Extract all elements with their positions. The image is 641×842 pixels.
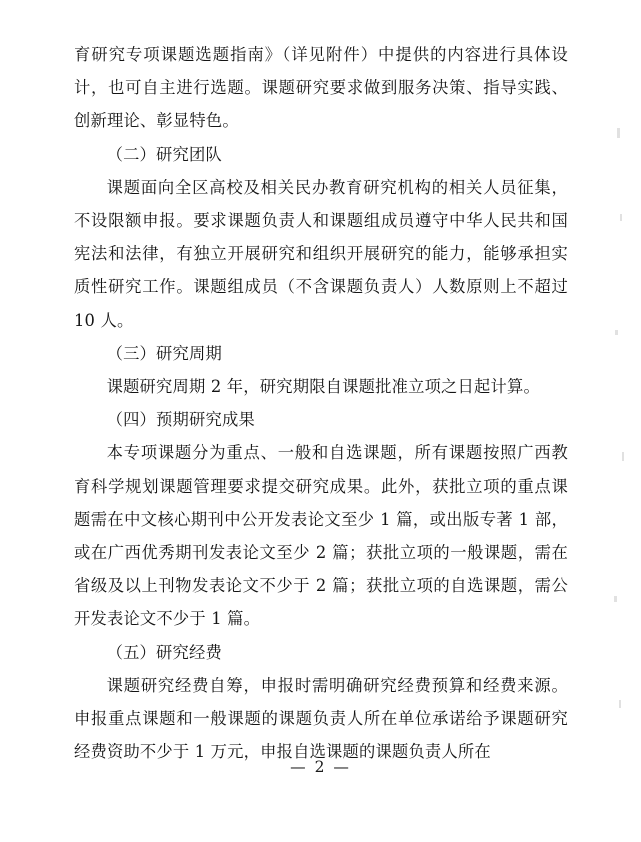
heading-research-period: （三）研究周期 <box>106 343 222 363</box>
scan-artifact <box>619 700 621 708</box>
paragraph-expected-results: 本专项课题分为重点、一般和自选课题，所有课题按照广西教育科学规划课题管理要求提交研究成果。此外，获批立项的重点课题需在中文核心期刊中公开发表论文至少 1 篇，或出版专著 1 部，或在广西优秀期刊发表论文至少 2 篇；获批立项的一般课题，需在省级及以上刊物发表论文不少于 2 篇；获批立项的自选课题，需公开发表论文不少于 1 篇。 <box>74 443 568 629</box>
heading-expected-results: （四）预期研究成果 <box>106 410 255 430</box>
paragraph-research-period: 课题研究周期 2 年，研究期限自课题批准立项之日起计算。 <box>106 377 540 397</box>
paragraph-research-funding: 课题研究经费自筹，申报时需明确研究经费预算和经费来源。申报重点课题和一般课题的课题负责人所在单位承诺给予课题研究经费资助不少于 1 万元，申报自选课题的课题负责人所在 <box>74 675 568 762</box>
document-body <box>74 38 568 768</box>
paragraph-research-team: 课题面向全区高校及相关民办教育研究机构的相关人员征集，不设限额申报。要求课题负责人和课题组成员遵守中华人民共和国宪法和法律，有独立开展研究和组织开展研究的能力，能够承担实质性研究工作。课题组成员（不含课题负责人）人数原则上不超过 10 人。 <box>74 177 568 330</box>
heading-research-funding: （五）研究经费 <box>106 642 222 662</box>
paragraph-continuation: 育研究专项课题选题指南》（详见附件）中提供的内容进行具体设计，也可自主进行选题。课题研究要求做到服务决策、指导实践、创新理论、彰显特色。 <box>74 45 568 131</box>
page-number: — 2 — <box>290 758 351 776</box>
heading-research-team: （二）研究团队 <box>106 144 222 164</box>
scan-artifact <box>615 330 618 335</box>
scan-artifact <box>620 214 622 221</box>
scan-artifact <box>622 452 624 461</box>
scan-artifact <box>617 128 620 138</box>
scan-artifact <box>614 596 617 602</box>
